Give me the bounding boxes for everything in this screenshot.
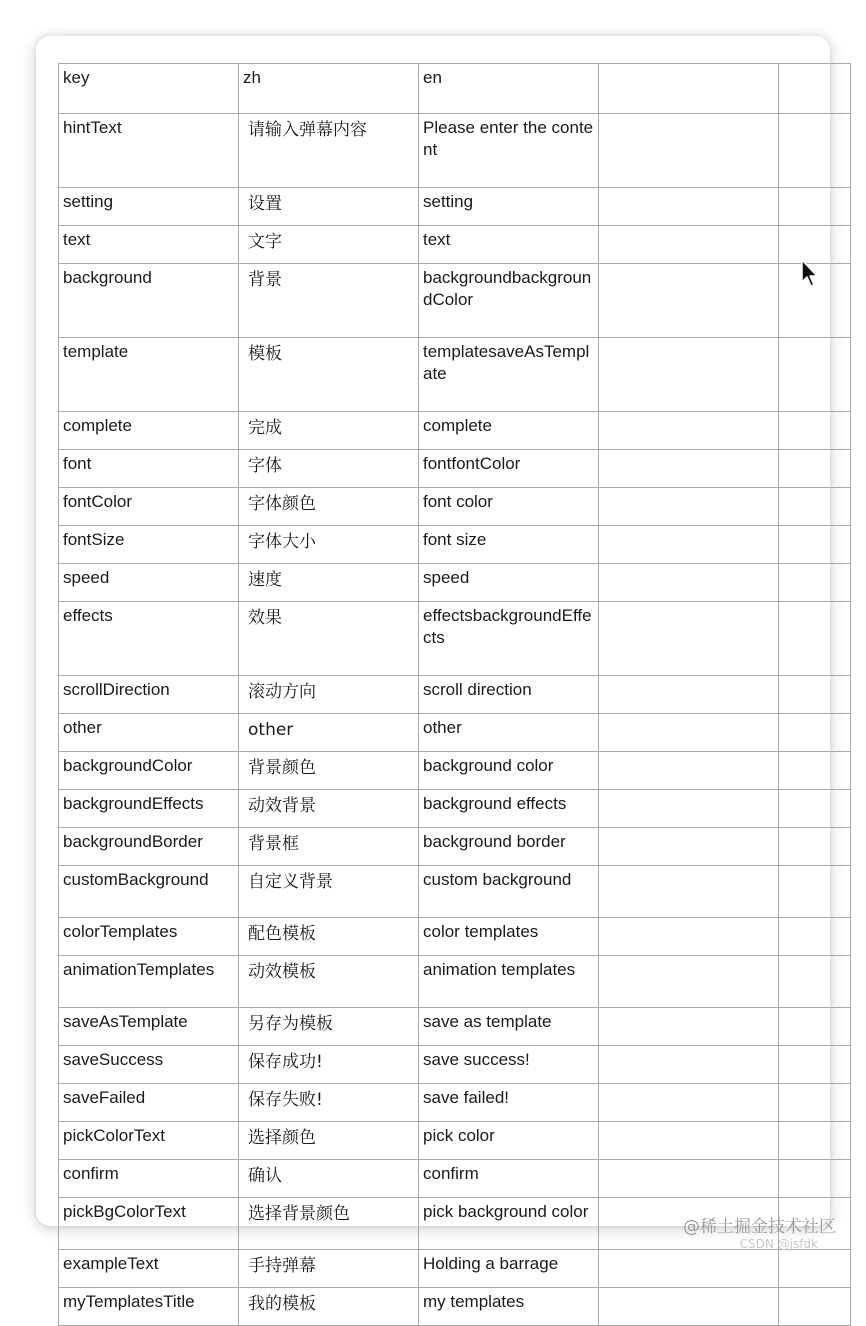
empty-cell [599,450,779,488]
table-row [59,676,851,714]
table-row [59,1250,851,1288]
empty-cell [599,264,779,338]
cell-key: pickBgColorText [59,1198,239,1250]
empty-cell [779,450,851,488]
cell-key: animationTemplates [59,956,239,1008]
empty-cell [599,114,779,188]
cell-key: fontColor [59,488,239,526]
cell-key: saveSuccess [59,1046,239,1084]
cell-en: background effects [419,790,599,828]
cell-key: exampleText [59,1250,239,1288]
table-row [59,866,851,918]
empty-cell [599,752,779,790]
cell-key: speed [59,564,239,602]
cell-en: effectsbackgroundEffects [419,602,599,676]
cell-en: save success! [419,1046,599,1084]
cell-en: color templates [419,918,599,956]
cell-en: other [419,714,599,752]
empty-cell [779,956,851,1008]
translation-table [58,63,851,1326]
cell-en: setting [419,188,599,226]
empty-cell [599,602,779,676]
cell-zh: 动效模板 [239,956,419,1008]
table-row [59,114,851,188]
table-row [59,714,851,752]
cell-zh: 手持弹幕 [239,1250,419,1288]
cell-en: backgroundbackgroundColor [419,264,599,338]
table-row [59,264,851,338]
empty-cell [779,114,851,188]
empty-cell [599,338,779,412]
table-row [59,412,851,450]
empty-cell [779,1288,851,1326]
cell-key: customBackground [59,866,239,918]
empty-cell [599,64,779,114]
cell-zh: 确认 [239,1160,419,1198]
cell-zh: other [239,714,419,752]
table-row [59,956,851,1008]
empty-cell [599,790,779,828]
empty-cell [779,488,851,526]
empty-cell [599,1250,779,1288]
table-row [59,602,851,676]
table-body [59,64,851,1326]
table-row [59,1288,851,1326]
cell-key: confirm [59,1160,239,1198]
cell-key: colorTemplates [59,918,239,956]
cell-en: my templates [419,1288,599,1326]
table-row [59,1160,851,1198]
cell-key: saveFailed [59,1084,239,1122]
cell-key: setting [59,188,239,226]
cell-zh: 设置 [239,188,419,226]
cell-zh: 背景颜色 [239,752,419,790]
empty-cell [779,1250,851,1288]
empty-cell [779,752,851,790]
empty-cell [779,188,851,226]
cell-key: other [59,714,239,752]
cell-en: Please enter the content [419,114,599,188]
cell-en: save as template [419,1008,599,1046]
cell-en: confirm [419,1160,599,1198]
cell-en: custom background [419,866,599,918]
table-row [59,1008,851,1046]
empty-cell [599,1084,779,1122]
empty-cell [599,488,779,526]
cell-zh: 另存为模板 [239,1008,419,1046]
cell-zh: 模板 [239,338,419,412]
cell-zh: 完成 [239,412,419,450]
table-header-row [59,64,851,114]
header-en: en [419,64,599,114]
header-key: key [59,64,239,114]
table-row [59,488,851,526]
empty-cell [779,526,851,564]
table-row [59,226,851,264]
cell-zh: 背景框 [239,828,419,866]
cell-key: effects [59,602,239,676]
empty-cell [599,676,779,714]
header-zh: zh [239,64,419,114]
cell-zh: 自定义背景 [239,866,419,918]
cell-en: templatesaveAsTemplate [419,338,599,412]
cell-key: template [59,338,239,412]
empty-cell [779,602,851,676]
empty-cell [599,564,779,602]
cell-zh: 文字 [239,226,419,264]
cell-en: complete [419,412,599,450]
cell-zh: 字体 [239,450,419,488]
empty-cell [599,1008,779,1046]
cell-key: complete [59,412,239,450]
cell-en: Holding a barrage [419,1250,599,1288]
cell-en: font color [419,488,599,526]
cell-key: fontSize [59,526,239,564]
cell-en: font size [419,526,599,564]
empty-cell [779,1084,851,1122]
table-row [59,752,851,790]
table-row [59,564,851,602]
cell-zh: 配色模板 [239,918,419,956]
cell-en: scroll direction [419,676,599,714]
empty-cell [599,412,779,450]
cell-key: myTemplatesTitle [59,1288,239,1326]
table-row [59,450,851,488]
table-row [59,1122,851,1160]
cell-en: speed [419,564,599,602]
empty-cell [779,1160,851,1198]
empty-cell [779,828,851,866]
empty-cell [779,412,851,450]
cell-key: text [59,226,239,264]
cell-zh: 保存成功! [239,1046,419,1084]
cell-key: pickColorText [59,1122,239,1160]
empty-cell [779,676,851,714]
cell-en: background border [419,828,599,866]
table-row [59,526,851,564]
cell-en: pick background color [419,1198,599,1250]
table-row [59,790,851,828]
empty-cell [599,714,779,752]
cell-key: background [59,264,239,338]
cell-zh: 请输入弹幕内容 [239,114,419,188]
watermark-csdn: CSDN @jsfdk [739,1237,818,1251]
table-row [59,1084,851,1122]
empty-cell [599,526,779,564]
empty-cell [779,564,851,602]
cell-zh: 字体颜色 [239,488,419,526]
cell-key: backgroundEffects [59,790,239,828]
empty-cell [779,918,851,956]
cell-zh: 我的模板 [239,1288,419,1326]
cell-zh: 选择背景颜色 [239,1198,419,1250]
empty-cell [599,956,779,1008]
cell-key: backgroundBorder [59,828,239,866]
empty-cell [599,866,779,918]
cell-zh: 保存失败! [239,1084,419,1122]
cell-zh: 滚动方向 [239,676,419,714]
cell-zh: 背景 [239,264,419,338]
table-row [59,918,851,956]
empty-cell [599,1160,779,1198]
empty-cell [779,1008,851,1046]
empty-cell [599,828,779,866]
table-row [59,828,851,866]
empty-cell [599,188,779,226]
cell-key: scrollDirection [59,676,239,714]
cell-en: save failed! [419,1084,599,1122]
empty-cell [599,1046,779,1084]
cell-en: pick color [419,1122,599,1160]
empty-cell [779,338,851,412]
cell-key: backgroundColor [59,752,239,790]
watermark-juejin: @稀土掘金技术社区 [683,1217,836,1237]
cell-zh: 速度 [239,564,419,602]
table-row [59,338,851,412]
cell-en: background color [419,752,599,790]
cell-key: font [59,450,239,488]
empty-cell [779,1046,851,1084]
empty-cell [779,714,851,752]
empty-cell [599,1122,779,1160]
mouse-pointer-icon [800,258,818,288]
cell-key: saveAsTemplate [59,1008,239,1046]
empty-cell [599,1288,779,1326]
cell-zh: 动效背景 [239,790,419,828]
empty-cell [599,226,779,264]
cell-key: hintText [59,114,239,188]
empty-cell [779,790,851,828]
cell-zh: 效果 [239,602,419,676]
cell-en: fontfontColor [419,450,599,488]
cell-en: text [419,226,599,264]
table-row [59,1046,851,1084]
empty-cell [599,918,779,956]
cell-zh: 字体大小 [239,526,419,564]
empty-cell [779,64,851,114]
table-row [59,188,851,226]
cell-en: animation templates [419,956,599,1008]
cell-zh: 选择颜色 [239,1122,419,1160]
empty-cell [779,866,851,918]
empty-cell [779,1122,851,1160]
